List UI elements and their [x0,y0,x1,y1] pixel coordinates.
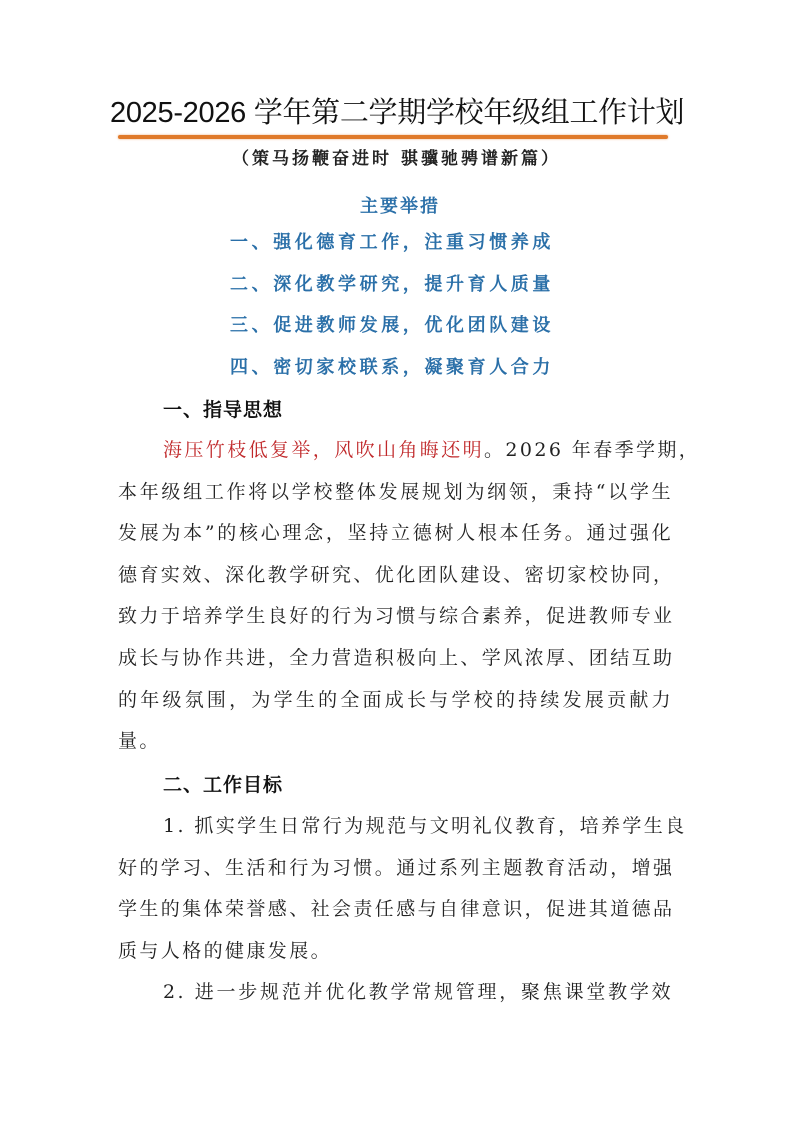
measure-item: 一、强化德育工作，注重习惯养成 [230,232,554,253]
paragraph-line: 2. 进一步规范并优化教学常规管理，聚焦课堂教学效 [163,981,673,1003]
measure-item: 四、密切家校联系，凝聚育人合力 [230,357,554,378]
paragraph-line: 成长与协作共进，全力营造积极向上、学风浓厚、团结互助 [118,646,675,669]
main-measures-heading: 主要举措 [360,196,440,217]
section-heading-work-goals: 二、工作目标 [163,774,284,796]
paragraph-line [118,430,701,472]
guiding-thought-paragraph [118,430,701,763]
paragraph-line: 致力于培养学生良好的行为习惯与综合素养，促进教师专业 [118,605,675,628]
paragraph-line: 1. 抓实学生日常行为规范与文明礼仪教育，培养学生良 [163,815,687,837]
document-title: 2025-2026 学年第二学期学校年级组工作计划 [110,97,685,129]
paragraph-line: 学生的集体荣誉感、社会责任感与自律意识，促进其道德品 [118,898,675,921]
paragraph-line: 量。 [118,730,161,753]
paragraph-line: 质与人格的健康发展。 [118,939,333,962]
paragraph-text: 。2026 年春季学期， [484,439,701,461]
paragraph-line: 好的学习、生活和行为习惯。通过系列主题教育活动，增强 [118,856,675,879]
goal-1-paragraph [118,806,687,972]
measure-item: 二、深化教学研究，提升育人质量 [230,274,554,295]
measure-item: 三、促进教师发展，优化团队建设 [230,315,554,336]
section-heading-guiding-thought: 一、指导思想 [163,399,284,421]
quote-text: 海压竹枝低复举，风吹山角晦还明 [163,439,485,461]
paragraph-line: 的年级氛围，为学生的全面成长与学校的持续发展贡献力 [118,688,673,711]
paragraph-line: 本年级组工作将以学校整体发展规划为纲领，秉持“以学生 [118,480,673,503]
goal-2-paragraph [118,972,673,1014]
document-subtitle: （策马扬鞭奋进时 骐骥驰骋谱新篇） [232,149,561,169]
title-underline-divider [118,135,668,139]
paragraph-line: 发展为本”的核心理念，坚持立德树人根本任务。通过强化 [118,522,673,545]
paragraph-line: 德育实效、深化教学研究、优化团队建设、密切家校协同， [118,563,675,586]
